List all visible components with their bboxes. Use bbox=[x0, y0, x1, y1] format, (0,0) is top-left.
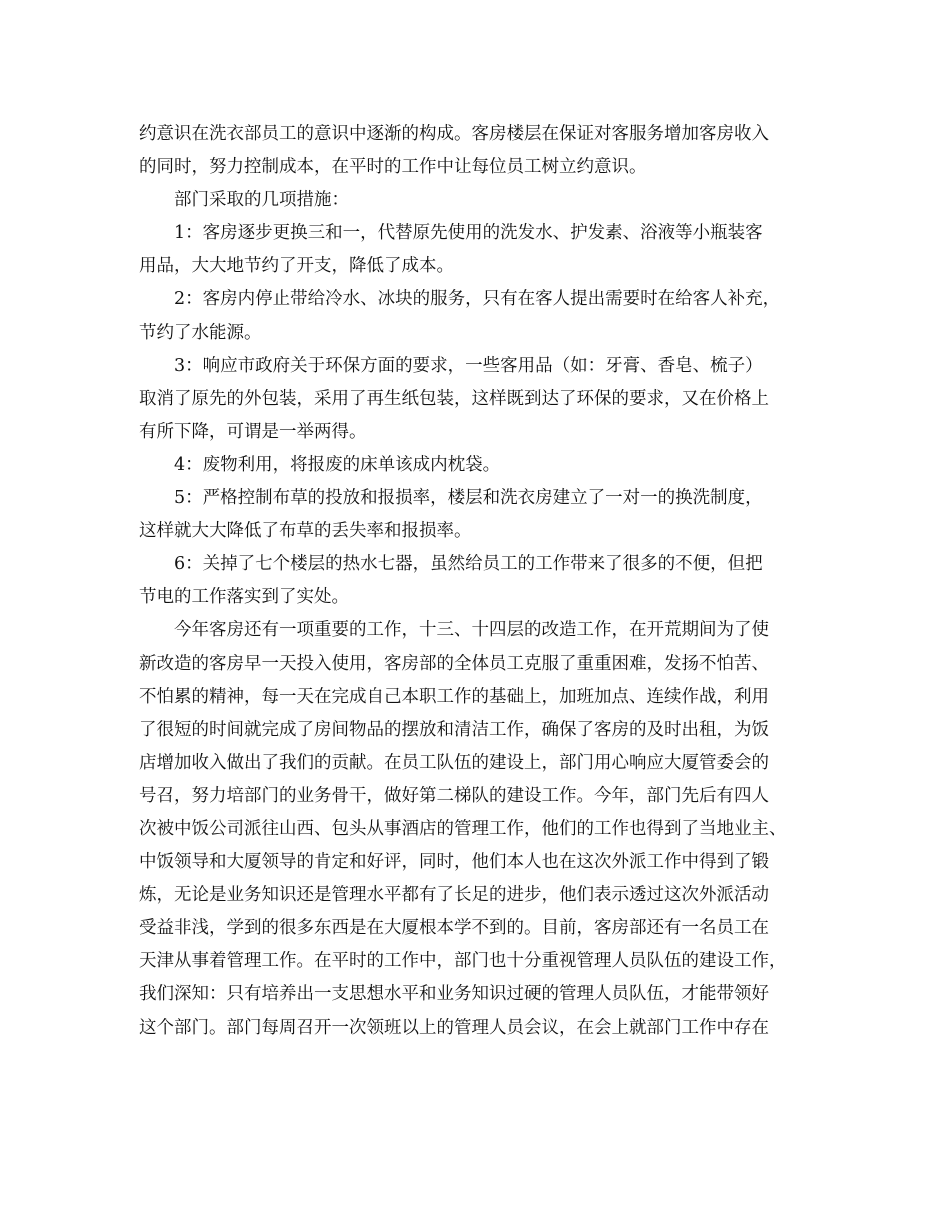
text-line: 取消了原先的外包装，采用了再生纸包装，这样既到达了环保的要求，又在价格上 bbox=[139, 388, 769, 409]
text-line: 这个部门。部门每周召开一次领班以上的管理人员会议，在会上就部门工作中存在 bbox=[139, 1017, 769, 1038]
text-line: 5：严格控制布草的投放和报损率，楼层和洗衣房建立了一对一的换洗制度， bbox=[174, 488, 763, 509]
text-line: 受益非浅，学到的很多东西是在大厦根本学不到的。目前，客房部还有一名员工在 bbox=[139, 918, 769, 939]
text-line: 有所下降，可谓是一举两得。 bbox=[139, 421, 367, 442]
text-line: 节电的工作落实到了实处。 bbox=[139, 587, 349, 608]
text-line: 我们深知：只有培养出一支思想水平和业务知识过硬的管理人员队伍，才能带领好 bbox=[139, 984, 769, 1005]
text-line: 新改造的客房早一天投入使用，客房部的全体员工克服了重重困难，发扬不怕苦、 bbox=[139, 653, 769, 674]
text-line: 今年客房还有一项重要的工作，十三、十四层的改造工作，在开荒期间为了使 bbox=[174, 620, 769, 641]
text-line: 的同时，努力控制成本，在平时的工作中让每位员工树立约意识。 bbox=[139, 157, 647, 178]
text-line: 3：响应市政府关于环保方面的要求，一些客用品（如：牙膏、香皂、梳子） bbox=[174, 355, 763, 376]
text-line: 1：客房逐步更换三和一，代替原先使用的洗发水、护发素、浴液等小瓶装客 bbox=[174, 223, 763, 244]
text-line: 2：客房内停止带给冷水、冰块的服务，只有在客人提出需要时在给客人补充， bbox=[174, 289, 781, 310]
text-line: 次被中饭公司派往山西、包头从事酒店的管理工作，他们的工作也得到了当地业主、 bbox=[139, 818, 787, 839]
text-line: 了很短的时间就完成了房间物品的摆放和清洁工作，确保了客房的及时出租，为饭 bbox=[139, 719, 769, 740]
document-body bbox=[139, 118, 829, 1045]
text-line: 不怕累的精神，每一天在完成自己本职工作的基础上，加班加点、连续作战，利用 bbox=[139, 686, 769, 707]
text-line: 6：关掉了七个楼层的热水七器，虽然给员工的工作带来了很多的不便，但把 bbox=[174, 554, 763, 575]
text-line: 4：废物利用，将报废的床单该成内枕袋。 bbox=[174, 454, 501, 475]
text-line: 天津从事着管理工作。在平时的工作中，部门也十分重视管理人员队伍的建设工作， bbox=[139, 951, 787, 972]
text-line: 节约了水能源。 bbox=[139, 322, 262, 343]
text-line: 号召，努力培部门的业务骨干，做好第二梯队的建设工作。今年，部门先后有四人 bbox=[139, 785, 769, 806]
text-line: 用品，大大地节约了开支，降低了成本。 bbox=[139, 256, 454, 277]
text-line: 部门采取的几项措施： bbox=[174, 190, 349, 211]
text-line: 这样就大大降低了布草的丢失率和报损率。 bbox=[139, 521, 472, 542]
text-line: 中饭领导和大厦领导的肯定和好评，同时，他们本人也在这次外派工作中得到了锻 bbox=[139, 852, 769, 873]
text-line: 炼，无论是业务知识还是管理水平都有了长足的进步，他们表示透过这次外派活动 bbox=[139, 885, 769, 906]
text-line: 店增加收入做出了我们的贡献。在员工队伍的建设上，部门用心响应大厦管委会的 bbox=[139, 752, 769, 773]
text-line: 约意识在洗衣部员工的意识中逐渐的构成。客房楼层在保证对客服务增加客房收入 bbox=[139, 124, 769, 144]
